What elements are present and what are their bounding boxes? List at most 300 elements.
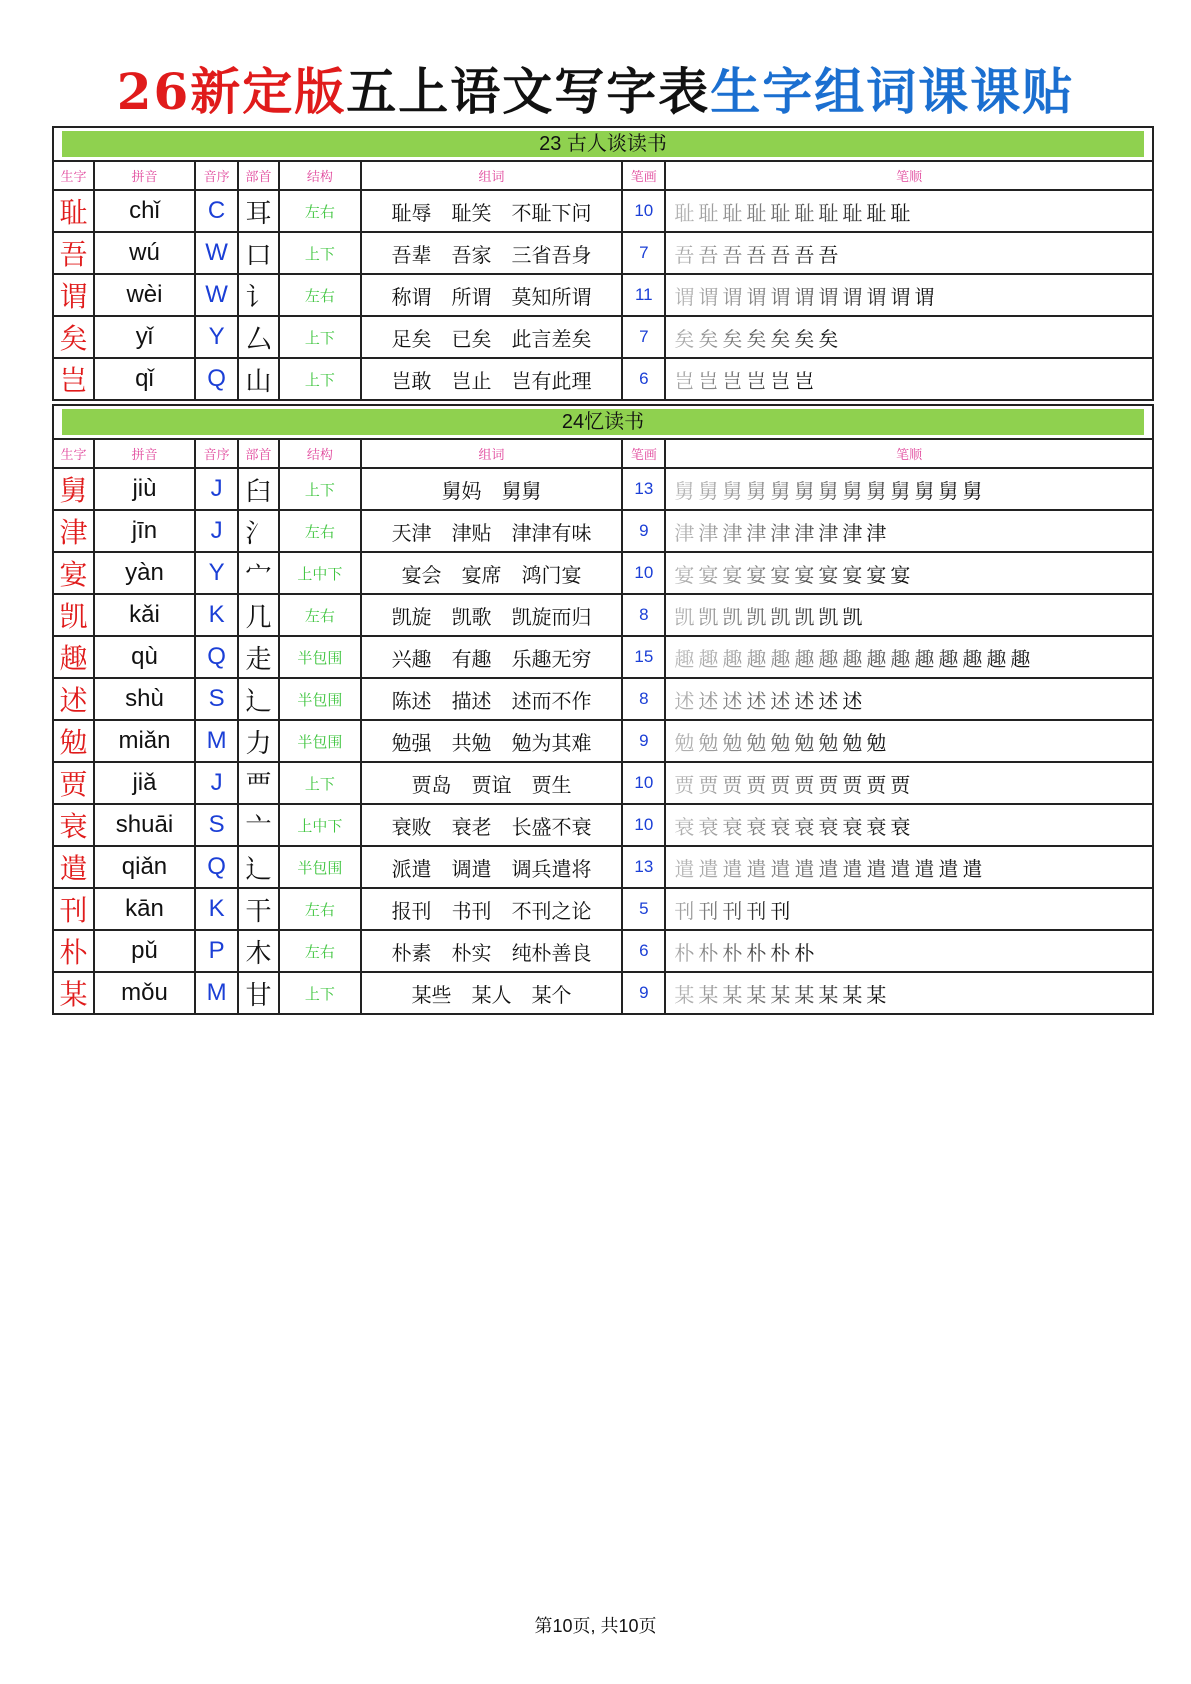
table-row (53, 510, 1153, 552)
stroke-step: 勉 (746, 730, 767, 755)
table-row (53, 972, 1153, 1014)
stroke-step: 贾 (890, 772, 911, 797)
stroke-step: 矣 (770, 326, 791, 351)
stroke-step: 述 (818, 688, 839, 713)
word: 纯朴善良 (511, 940, 592, 965)
cell-radical: 几 (238, 594, 279, 636)
stroke-step: 矣 (674, 326, 695, 351)
cell-structure: 上下 (279, 468, 361, 510)
stroke-step: 遣 (698, 856, 719, 881)
stroke-step: 岂 (674, 368, 695, 393)
cell-seq: J (195, 762, 238, 804)
stroke-step: 津 (674, 520, 695, 545)
word: 某个 (531, 982, 572, 1007)
stroke-step: 岂 (746, 368, 767, 393)
header-words: 组词 (361, 161, 623, 190)
cell-seq: S (195, 804, 238, 846)
stroke-step: 舅 (698, 478, 719, 503)
cell-structure: 左右 (279, 510, 361, 552)
cell-structure: 半包围 (279, 846, 361, 888)
table-row (53, 190, 1153, 232)
cell-structure: 左右 (279, 930, 361, 972)
header-seq: 音序 (195, 161, 238, 190)
cell-count: 13 (622, 468, 665, 510)
cell-pinyin: miǎn (94, 720, 195, 762)
cell-seq: Q (195, 636, 238, 678)
cell-count: 10 (622, 804, 665, 846)
table-row (53, 468, 1153, 510)
stroke-step: 津 (842, 520, 863, 545)
cell-pinyin: kān (94, 888, 195, 930)
word: 宴席 (461, 562, 502, 587)
stroke-step: 吾 (722, 242, 743, 267)
cell-char: 衰 (53, 804, 94, 846)
cell-words (361, 190, 623, 232)
stroke-step: 衰 (722, 814, 743, 839)
table-row (53, 232, 1153, 274)
stroke-step: 述 (674, 688, 695, 713)
cell-radical: 讠 (238, 274, 279, 316)
word: 天津 (391, 520, 432, 545)
word: 某人 (471, 982, 512, 1007)
cell-count: 10 (622, 190, 665, 232)
cell-stroke-order (665, 846, 1153, 888)
stroke-step: 津 (698, 520, 719, 545)
cell-structure: 左右 (279, 190, 361, 232)
stroke-step: 宴 (866, 562, 887, 587)
cell-seq: Y (195, 316, 238, 358)
word: 凯旋 (391, 604, 432, 629)
stroke-step: 舅 (842, 478, 863, 503)
table-row (53, 846, 1153, 888)
stroke-step: 贾 (818, 772, 839, 797)
cell-structure: 左右 (279, 274, 361, 316)
cell-words (361, 594, 623, 636)
stroke-step: 谓 (818, 284, 839, 309)
cell-count: 6 (622, 930, 665, 972)
stroke-step: 衰 (794, 814, 815, 839)
stroke-step: 勉 (674, 730, 695, 755)
stroke-step: 刊 (674, 898, 695, 923)
stroke-step: 衰 (866, 814, 887, 839)
stroke-step: 某 (842, 982, 863, 1007)
stroke-step: 津 (794, 520, 815, 545)
cell-count: 6 (622, 358, 665, 400)
stroke-step: 矣 (818, 326, 839, 351)
cell-radical: 亠 (238, 804, 279, 846)
cell-words (361, 232, 623, 274)
cell-pinyin: jīn (94, 510, 195, 552)
cell-radical: 耳 (238, 190, 279, 232)
word: 乐趣无穷 (511, 646, 592, 671)
stroke-step: 耻 (842, 200, 863, 225)
stroke-step: 衰 (698, 814, 719, 839)
stroke-step: 耻 (818, 200, 839, 225)
header-seq: 音序 (195, 439, 238, 468)
stroke-step: 趣 (770, 646, 791, 671)
stroke-step: 吾 (770, 242, 791, 267)
cell-seq: C (195, 190, 238, 232)
cell-char: 吾 (53, 232, 94, 274)
stroke-step: 某 (674, 982, 695, 1007)
stroke-step: 凯 (746, 604, 767, 629)
cell-char: 贾 (53, 762, 94, 804)
word: 报刊 (391, 898, 432, 923)
cell-seq: Q (195, 358, 238, 400)
word: 长盛不衰 (511, 814, 592, 839)
cell-words (361, 552, 623, 594)
cell-pinyin: yàn (94, 552, 195, 594)
stroke-step: 遣 (914, 856, 935, 881)
stroke-step: 勉 (866, 730, 887, 755)
stroke-step: 朴 (746, 940, 767, 965)
cell-stroke-order (665, 930, 1153, 972)
stroke-step: 勉 (770, 730, 791, 755)
stroke-step: 矣 (722, 326, 743, 351)
stroke-step: 凯 (674, 604, 695, 629)
stroke-step: 某 (722, 982, 743, 1007)
word: 朴素 (391, 940, 432, 965)
stroke-step: 趣 (962, 646, 983, 671)
table-row (53, 720, 1153, 762)
cell-pinyin: wèi (94, 274, 195, 316)
stroke-step: 岂 (722, 368, 743, 393)
table-row (53, 804, 1153, 846)
cell-stroke-order (665, 804, 1153, 846)
header-count: 笔画 (622, 439, 665, 468)
stroke-step: 趣 (722, 646, 743, 671)
stroke-step: 述 (698, 688, 719, 713)
stroke-step: 宴 (722, 562, 743, 587)
stroke-step: 刊 (746, 898, 767, 923)
stroke-step: 宴 (818, 562, 839, 587)
stroke-step: 趣 (794, 646, 815, 671)
stroke-step: 吾 (794, 242, 815, 267)
cell-seq: J (195, 468, 238, 510)
word: 不刊之论 (511, 898, 592, 923)
stroke-step: 舅 (890, 478, 911, 503)
word: 勉强 (391, 730, 432, 755)
table-row (53, 888, 1153, 930)
cell-seq: S (195, 678, 238, 720)
word: 岂止 (451, 368, 492, 393)
stroke-step: 衰 (890, 814, 911, 839)
stroke-step: 贾 (794, 772, 815, 797)
stroke-step: 耻 (794, 200, 815, 225)
stroke-step: 耻 (698, 200, 719, 225)
word: 吾家 (451, 242, 492, 267)
table-row (53, 930, 1153, 972)
stroke-step: 遣 (938, 856, 959, 881)
stroke-step: 谓 (794, 284, 815, 309)
stroke-step: 矣 (794, 326, 815, 351)
cell-stroke-order (665, 274, 1153, 316)
cell-seq: P (195, 930, 238, 972)
stroke-step: 谓 (842, 284, 863, 309)
stroke-step: 勉 (698, 730, 719, 755)
cell-char: 谓 (53, 274, 94, 316)
cell-radical: 厶 (238, 316, 279, 358)
word: 书刊 (451, 898, 492, 923)
header-pinyin: 拼音 (94, 439, 195, 468)
stroke-step: 遣 (746, 856, 767, 881)
stroke-step: 舅 (746, 478, 767, 503)
header-order: 笔顺 (665, 439, 1153, 468)
cell-radical: 力 (238, 720, 279, 762)
stroke-step: 趣 (866, 646, 887, 671)
stroke-step: 宴 (842, 562, 863, 587)
cell-structure: 上下 (279, 232, 361, 274)
stroke-step: 勉 (818, 730, 839, 755)
cell-seq: Y (195, 552, 238, 594)
cell-stroke-order (665, 720, 1153, 762)
stroke-step: 衰 (842, 814, 863, 839)
table-row (53, 358, 1153, 400)
cell-words (361, 636, 623, 678)
word: 莫知所谓 (511, 284, 592, 309)
cell-radical: 甘 (238, 972, 279, 1014)
stroke-step: 述 (746, 688, 767, 713)
stroke-step: 舅 (938, 478, 959, 503)
stroke-step: 凯 (794, 604, 815, 629)
stroke-step: 趣 (746, 646, 767, 671)
cell-stroke-order (665, 678, 1153, 720)
page-footer: 第10页, 共10页 (534, 1616, 657, 1636)
cell-words (361, 316, 623, 358)
word: 勉为其难 (511, 730, 592, 755)
stroke-step: 津 (746, 520, 767, 545)
title-part-3: 生字组词课课贴 (710, 62, 1075, 121)
word: 舅舅 (501, 478, 542, 503)
stroke-step: 趣 (698, 646, 719, 671)
stroke-step: 朴 (770, 940, 791, 965)
cell-words (361, 510, 623, 552)
cell-stroke-order (665, 972, 1153, 1014)
word: 足矣 (391, 326, 432, 351)
stroke-step: 津 (818, 520, 839, 545)
word: 宴会 (401, 562, 442, 587)
word: 某些 (411, 982, 452, 1007)
stroke-step: 朴 (794, 940, 815, 965)
stroke-step: 贾 (770, 772, 791, 797)
word: 称谓 (391, 284, 432, 309)
stroke-step: 趣 (1010, 646, 1031, 671)
word: 鸿门宴 (521, 562, 582, 587)
word: 津贴 (451, 520, 492, 545)
stroke-step: 耻 (722, 200, 743, 225)
stroke-step: 贾 (698, 772, 719, 797)
stroke-step: 某 (746, 982, 767, 1007)
stroke-step: 遣 (722, 856, 743, 881)
cell-stroke-order (665, 190, 1153, 232)
cell-structure: 上下 (279, 358, 361, 400)
word: 岂有此理 (511, 368, 592, 393)
stroke-step: 吾 (746, 242, 767, 267)
word: 贾生 (531, 772, 572, 797)
cell-radical: 宀 (238, 552, 279, 594)
stroke-step: 凯 (818, 604, 839, 629)
stroke-step: 述 (770, 688, 791, 713)
stroke-step: 朴 (674, 940, 695, 965)
cell-radical: 口 (238, 232, 279, 274)
cell-stroke-order (665, 232, 1153, 274)
cell-count: 11 (622, 274, 665, 316)
cell-pinyin: qù (94, 636, 195, 678)
word: 津津有味 (511, 520, 592, 545)
cell-count: 10 (622, 762, 665, 804)
cell-char: 舅 (53, 468, 94, 510)
stroke-step: 衰 (674, 814, 695, 839)
word: 衰老 (451, 814, 492, 839)
title-part-1: 26新定版 (116, 62, 347, 121)
cell-seq: M (195, 720, 238, 762)
table-row (53, 678, 1153, 720)
stroke-step: 趣 (890, 646, 911, 671)
cell-char: 矣 (53, 316, 94, 358)
stroke-step: 谓 (746, 284, 767, 309)
lesson-banner: 24忆读书 (62, 409, 1144, 435)
stroke-step: 耻 (746, 200, 767, 225)
stroke-step: 趣 (674, 646, 695, 671)
stroke-step: 遣 (674, 856, 695, 881)
stroke-step: 遣 (866, 856, 887, 881)
stroke-step: 谓 (770, 284, 791, 309)
cell-words (361, 972, 623, 1014)
cell-seq: J (195, 510, 238, 552)
stroke-step: 谓 (890, 284, 911, 309)
stroke-step: 舅 (770, 478, 791, 503)
stroke-step: 某 (698, 982, 719, 1007)
word: 兴趣 (391, 646, 432, 671)
word: 凯歌 (451, 604, 492, 629)
cell-char: 岂 (53, 358, 94, 400)
word: 陈述 (391, 688, 432, 713)
cell-seq: Q (195, 846, 238, 888)
word: 调兵遣将 (511, 856, 592, 881)
cell-structure: 上中下 (279, 552, 361, 594)
table-row (53, 316, 1153, 358)
cell-radical: 山 (238, 358, 279, 400)
stroke-step: 舅 (674, 478, 695, 503)
cell-pinyin: shuāi (94, 804, 195, 846)
stroke-step: 舅 (794, 478, 815, 503)
cell-stroke-order (665, 510, 1153, 552)
word: 三省吾身 (511, 242, 592, 267)
stroke-step: 趣 (818, 646, 839, 671)
stroke-step: 舅 (962, 478, 983, 503)
word: 派遣 (391, 856, 432, 881)
cell-stroke-order (665, 316, 1153, 358)
header-radical: 部首 (238, 439, 279, 468)
cell-structure: 半包围 (279, 636, 361, 678)
header-radical: 部首 (238, 161, 279, 190)
cell-seq: K (195, 594, 238, 636)
stroke-step: 宴 (746, 562, 767, 587)
word: 已矣 (451, 326, 492, 351)
stroke-step: 勉 (842, 730, 863, 755)
stroke-step: 宴 (794, 562, 815, 587)
word: 朴实 (451, 940, 492, 965)
stroke-step: 遣 (842, 856, 863, 881)
stroke-step: 谓 (722, 284, 743, 309)
cell-stroke-order (665, 468, 1153, 510)
cell-pinyin: chǐ (94, 190, 195, 232)
cell-radical: 氵 (238, 510, 279, 552)
title-part-2: 五上语文写字表 (346, 62, 711, 121)
stroke-step: 述 (794, 688, 815, 713)
header-count: 笔画 (622, 161, 665, 190)
cell-stroke-order (665, 636, 1153, 678)
stroke-step: 趣 (914, 646, 935, 671)
stroke-step: 凯 (722, 604, 743, 629)
stroke-step: 刊 (698, 898, 719, 923)
stroke-step: 趣 (986, 646, 1007, 671)
stroke-step: 某 (866, 982, 887, 1007)
stroke-step: 遣 (794, 856, 815, 881)
word: 吾辈 (391, 242, 432, 267)
header-structure: 结构 (279, 161, 361, 190)
word: 描述 (451, 688, 492, 713)
cell-structure: 上下 (279, 762, 361, 804)
table-row (53, 274, 1153, 316)
cell-radical: 臼 (238, 468, 279, 510)
cell-structure: 左右 (279, 888, 361, 930)
word: 调遣 (451, 856, 492, 881)
stroke-step: 贾 (866, 772, 887, 797)
cell-pinyin: qiǎn (94, 846, 195, 888)
stroke-step: 吾 (674, 242, 695, 267)
cell-char: 述 (53, 678, 94, 720)
stroke-step: 吾 (698, 242, 719, 267)
word: 舅妈 (441, 478, 482, 503)
word: 共勉 (451, 730, 492, 755)
cell-words (361, 762, 623, 804)
word: 贾岛 (411, 772, 452, 797)
cell-count: 9 (622, 510, 665, 552)
cell-char: 刊 (53, 888, 94, 930)
stroke-step: 耻 (890, 200, 911, 225)
word: 贾谊 (471, 772, 512, 797)
cell-radical: 走 (238, 636, 279, 678)
cell-radical: 辶 (238, 678, 279, 720)
cell-seq: K (195, 888, 238, 930)
stroke-step: 凯 (842, 604, 863, 629)
stroke-step: 刊 (722, 898, 743, 923)
cell-pinyin: yǐ (94, 316, 195, 358)
stroke-step: 谓 (866, 284, 887, 309)
table-row (53, 762, 1153, 804)
header-char: 生字 (53, 161, 94, 190)
word: 有趣 (451, 646, 492, 671)
header-order: 笔顺 (665, 161, 1153, 190)
stroke-step: 述 (842, 688, 863, 713)
stroke-step: 舅 (818, 478, 839, 503)
stroke-step: 遣 (890, 856, 911, 881)
page-title (0, 52, 1191, 124)
table-row (53, 552, 1153, 594)
word: 此言差矣 (511, 326, 592, 351)
stroke-step: 津 (722, 520, 743, 545)
stroke-step: 衰 (746, 814, 767, 839)
header-words: 组词 (361, 439, 623, 468)
cell-count: 13 (622, 846, 665, 888)
cell-radical: 辶 (238, 846, 279, 888)
stroke-step: 舅 (722, 478, 743, 503)
stroke-step: 津 (770, 520, 791, 545)
cell-pinyin: pǔ (94, 930, 195, 972)
stroke-step: 谓 (698, 284, 719, 309)
cell-pinyin: jiù (94, 468, 195, 510)
